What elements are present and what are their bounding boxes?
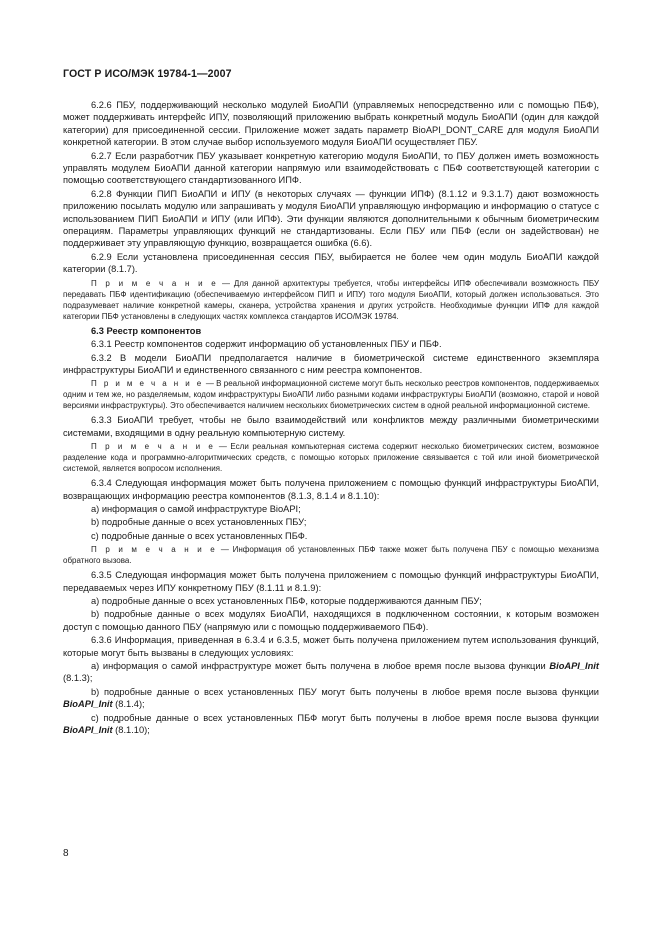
list-item: a) информация о самой инфраструктуре может быть получена в любое время после вызова функции BioAPI_Init (8.1.3);	[63, 661, 599, 684]
paragraph-6-3-6: 6.3.6 Информация, приведенная в 6.3.4 и 6.3.5, может быть получена приложением путем использования функций, которые могут быть вызваны в следующих условиях:	[63, 635, 599, 658]
list-item: a) подробные данные о всех установленных ПБФ, которые поддерживаются данным ПБУ;	[91, 595, 482, 606]
note-label: П р и м е ч а н и е	[91, 442, 216, 452]
paragraph-6-2-9: 6.2.9 Если установлена присоединенная сессия ПБУ, выбирается не более чем один модуль БиоАПИ каждой категории (8.1.7).	[63, 251, 599, 275]
note-2	[63, 378, 599, 411]
paragraph-6-3-4: 6.3.4 Следующая информация может быть получена приложением с помощью функций инфраструктуры БиоАПИ, возвращающих информацию реестра компонентов (8.1.3, 8.1.4 и 8.1.10):	[63, 478, 599, 501]
page-number: 8	[63, 848, 69, 859]
list-item: a) информация о самой инфраструктуре BioAPI;	[91, 503, 301, 514]
note-text: — В реальной информационной системе могут быть несколько реестров компонентов, поддерживаемых одним и тем же, но разделяемым, кодом инфраструктуры БиоАПИ либо разными кодами инфраструктуры БиоАПИ (возможно, старой и новой версиями инфраструктуры). Это обеспечивается наличием нескольких биометрических систем в одной реальной информационной системе.	[63, 379, 599, 411]
function-name: BioAPI_Init	[549, 661, 599, 671]
list-item: c) подробные данные о всех установленных ПБФ.	[91, 530, 308, 541]
paragraph-6-3-3: 6.3.3 БиоАПИ требует, чтобы не было взаимодействий или конфликтов между различными биометрическими системами, входящими в одну реальную компьютерную систему.	[63, 415, 599, 438]
list-item: b) подробные данные о всех модулях БиоАПИ, находящихся в подключенном состоянии, к которым возможен доступ с помощью данного ПБУ (напрямую или с помощью поддерживаемого ПБФ).	[63, 609, 599, 632]
list-item: b) подробные данные о всех установленных ПБУ могут быть получены в любое время после вызова функции BioAPI_Init (8.1.4);	[63, 686, 599, 710]
section-heading-6-3: 6.3 Реестр компонентов	[91, 325, 202, 336]
note-label: П р и м е ч а н и е	[91, 545, 218, 555]
paragraph-6-2-6: 6.2.6 ПБУ, поддерживающий несколько модулей БиоАПИ (управляемых непосредственно или с помощью ПБФ), может поддерживать интерфейс ИПУ, позволяющий приложению выбрать конкретный модуль БиоАПИ (один для каждой категории) для присоединенной сессии. Приложение может задать параметр BioAPI_DONT_CARE для модуля БиоАПИ конкретной категории. В этом случае выбор используемого модуля БиоАПИ осуществляет ПБУ.	[63, 100, 599, 148]
paragraph-6-2-8: 6.2.8 Функции ПИП БиоАПИ и ИПУ (в некоторых случаях — функции ИПФ) (8.1.12 и 9.3.1.7) дают возможность приложению посылать модулю или запрашивать у модуля БиоАПИ управляющую информацию и информацию о статусе с использованием ПИП БиоАПИ и ИПУ (или ИПФ). Эти функции являются дополнительными к обычным биометрическим операциям. Параметры управляющих функций не стандартизованы. Если ПБУ или ПБФ (если он задействован) не поддерживает эту управляющую функцию, возвращается ошибка (6.6).	[63, 188, 599, 249]
note-text: — Если реальная компьютерная система содержит несколько биометрических систем, возможное разделение кода и программно-алгоритмических средств, с помощью которых приложение связывается с той или иной биометрической системой, является вопросом исполнения.	[63, 442, 599, 474]
document-body	[63, 99, 599, 737]
paragraph-6-3-1: 6.3.1 Реестр компонентов содержит информацию об установленных ПБУ и ПБФ.	[91, 339, 442, 350]
note-label: П р и м е ч а н и е	[91, 379, 204, 389]
function-name: BioAPI_Init	[63, 699, 113, 710]
list-item: b) подробные данные о всех установленных ПБУ;	[91, 517, 307, 528]
note-4	[63, 544, 599, 566]
function-name: BioAPI_Init	[63, 725, 113, 736]
paragraph-6-3-5: 6.3.5 Следующая информация может быть получена приложением с помощью функций инфраструктуры БиоАПИ, передаваемых через ИПУ конкретному ПБУ (8.1.11 и 8.1.9):	[63, 570, 599, 593]
list-item: c) подробные данные о всех установленных ПБФ могут быть получены в любое время после вызова функции BioAPI_Init (8.1.10);	[63, 712, 599, 736]
note-text: — Для данной архитектуры требуется, чтобы интерфейсы ИПФ обеспечивали возможность ПБУ передавать ПБФ идентификацию (обеспечиваемую интерфейсом ПИП и ИПУ) того модуля БиоАПИ, который должен использоваться. Это подразумевает наличие конкретной камеры, сканера, устройства хранения и других устройств. Необходимые функции ИПФ для каждой категории ПБФ установлены в следующих частях комплекса стандартов ИСО/МЭК 19784.	[63, 278, 599, 321]
note-3	[63, 441, 599, 474]
note-1	[63, 278, 599, 322]
paragraph-6-2-7: 6.2.7 Если разработчик ПБУ указывает конкретную категорию модуля БиоАПИ, то ПБУ должен иметь возможность управлять модулем БиоАПИ данной категории напрямую или взаимодействовать с ПБФ соответствующей категории с помощью соответствующего стандартизованного ИПФ.	[63, 150, 599, 186]
paragraph-6-3-2: 6.3.2 В модели БиоАПИ предполагается наличие в биометрической системе единственного экземпляра инфраструктуры БиоАПИ и единственного связанного с ним реестра компонентов.	[63, 352, 599, 375]
document-header: ГОСТ Р ИСО/МЭК 19784-1—2007	[63, 68, 232, 80]
note-text: — Информация об установленных ПБФ также может быть получена ПБУ с помощью механизма обратного вызова.	[63, 545, 599, 566]
note-label: П р и м е ч а н и е	[91, 278, 219, 288]
